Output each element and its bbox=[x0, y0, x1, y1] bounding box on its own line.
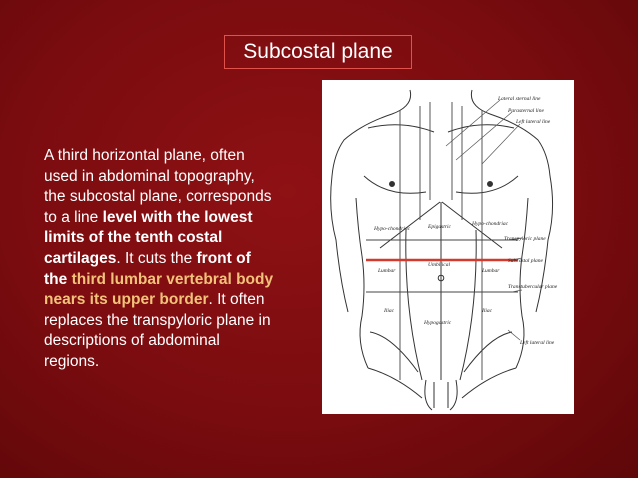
body-text-segment: A third horizontal plane, often used in abdominal topography, the subcostal plane, corresponds to a line bbox=[44, 147, 272, 226]
label-iliac-right: Iliac bbox=[384, 308, 395, 314]
label-subcostal-plane: Subcostal plane bbox=[508, 258, 543, 264]
neck-outline bbox=[332, 90, 411, 176]
label-lumbar-right: Lumbar bbox=[378, 268, 396, 274]
rectus-line bbox=[460, 230, 476, 380]
label-hypogastric: Hypogastric bbox=[424, 320, 452, 326]
groin-line bbox=[462, 368, 516, 398]
label-lateral-sternal-line: Lateral sternal line bbox=[498, 96, 541, 102]
right-arm-inner bbox=[356, 198, 362, 256]
label-parasternal-line: Parasternal line bbox=[508, 108, 544, 114]
inguinal-line bbox=[370, 332, 418, 372]
right-arm-outline bbox=[331, 176, 348, 312]
leader-line bbox=[508, 330, 520, 340]
label-epigastric: Epigastric bbox=[428, 224, 451, 230]
leader-line bbox=[456, 112, 512, 160]
pectoral-outline bbox=[364, 176, 426, 193]
body-text-bold: front of the bbox=[44, 249, 251, 288]
label-left-lateral-line-bottom: Left lateral line bbox=[520, 340, 555, 346]
body-text-segment: . It cuts the bbox=[116, 249, 197, 267]
body-text-bold: level with the lowest limits of the tenth costal cartilages bbox=[44, 208, 253, 267]
label-hypochondriac-left: Hypo-chondriac bbox=[472, 221, 509, 227]
body-paragraph bbox=[44, 146, 274, 373]
anatomy-figure bbox=[322, 80, 574, 414]
clavicle bbox=[448, 125, 514, 132]
label-iliac-left: Iliac bbox=[482, 308, 493, 314]
label-left-lateral-line-top: Left lateral line bbox=[516, 119, 551, 125]
slide-title: Subcostal plane bbox=[224, 35, 412, 69]
pectoral-outline bbox=[456, 176, 518, 193]
trunk-right-side bbox=[360, 256, 368, 368]
clavicle bbox=[368, 125, 434, 132]
label-hypochondriac-right: Hypo-chondriac bbox=[374, 226, 411, 232]
nipple bbox=[390, 182, 395, 187]
genital-outline bbox=[425, 380, 457, 410]
left-arm-outline bbox=[536, 176, 553, 312]
rectus-line bbox=[406, 230, 422, 380]
groin-line bbox=[368, 368, 422, 398]
leader-line bbox=[482, 124, 520, 164]
label-lumbar-left: Lumbar bbox=[482, 268, 500, 274]
label-transpyloric-plane: Transpyloric plane bbox=[504, 236, 546, 242]
label-transtubercular-plane: Transtubercular plane bbox=[508, 284, 558, 290]
inguinal-line bbox=[464, 332, 512, 372]
label-umbilical: Umbilical bbox=[428, 262, 450, 268]
trunk-left-side bbox=[516, 256, 524, 368]
body-text-segment: . It often replaces the transpyloric plane in descriptions of abdominal regions. bbox=[44, 291, 271, 370]
torso-illustration bbox=[322, 80, 574, 414]
leader-line bbox=[446, 100, 500, 146]
left-arm-inner bbox=[522, 198, 528, 256]
body-text-highlight: third lumbar vertebral body nears its upper border bbox=[44, 270, 274, 309]
nipple bbox=[488, 182, 493, 187]
